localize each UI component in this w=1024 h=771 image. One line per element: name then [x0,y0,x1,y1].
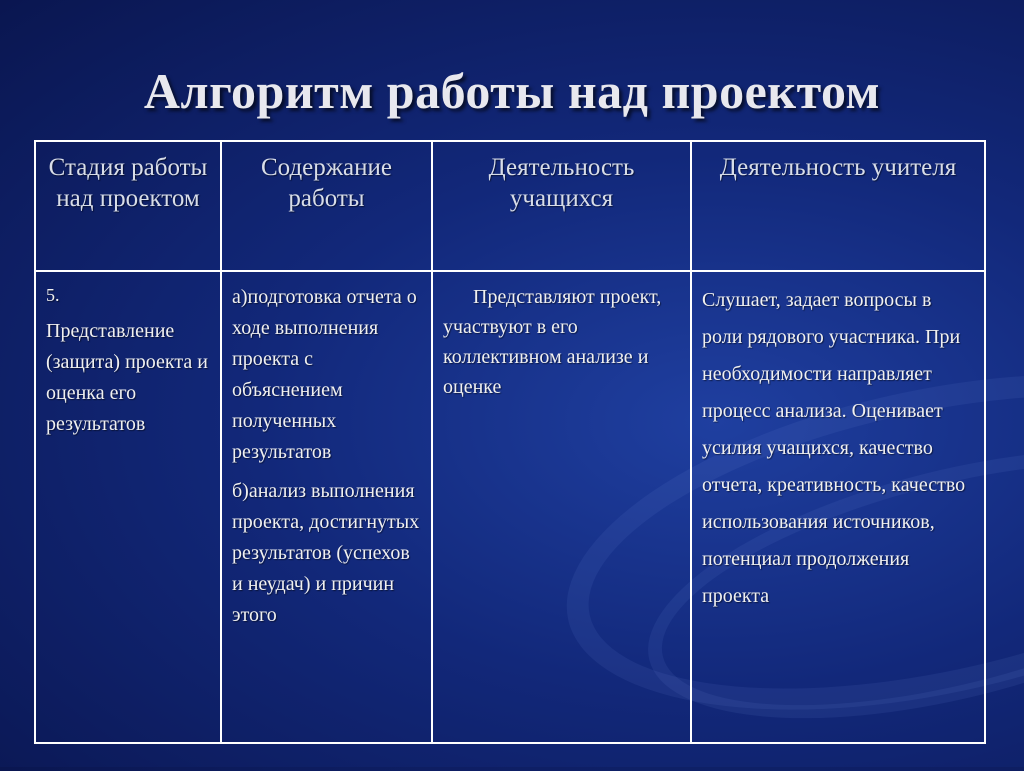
stage-text: Представление (защита) проекта и оценка его результатов [46,319,208,435]
cell-stage [35,271,221,743]
students-text: Представляют проект, участвуют в его коллективном анализе и оценке [443,286,662,398]
teacher-text: Слушает, задает вопросы в роли рядового участника. При необходимости направляет процесс анализа. Оценивает усилия учащихся, качество отчета, креативность, качество использования источников, потенциал продолжения проекта [702,289,966,607]
content-part-b: б)анализ выполнения проекта, достигнутых результатов (успехов и неудач) и причин этого [232,480,420,626]
table-row [35,271,985,743]
header-content: Содержание работы [221,141,432,271]
header-stage: Стадия работы над проектом [35,141,221,271]
header-teacher: Деятельность учителя [691,141,985,271]
header-students: Деятельность учащихся [432,141,691,271]
content-part-a: а)подготовка отчета о ходе выполнения проекта с объяснением полученных результатов [232,286,417,463]
table-header-row [35,141,985,271]
cell-content [221,271,432,743]
slide-title: Алгоритм работы над проектом [143,63,881,119]
project-algorithm-table [34,140,986,744]
cell-students [432,271,691,743]
cell-teacher [691,271,985,743]
stage-number: 5. [46,285,60,305]
